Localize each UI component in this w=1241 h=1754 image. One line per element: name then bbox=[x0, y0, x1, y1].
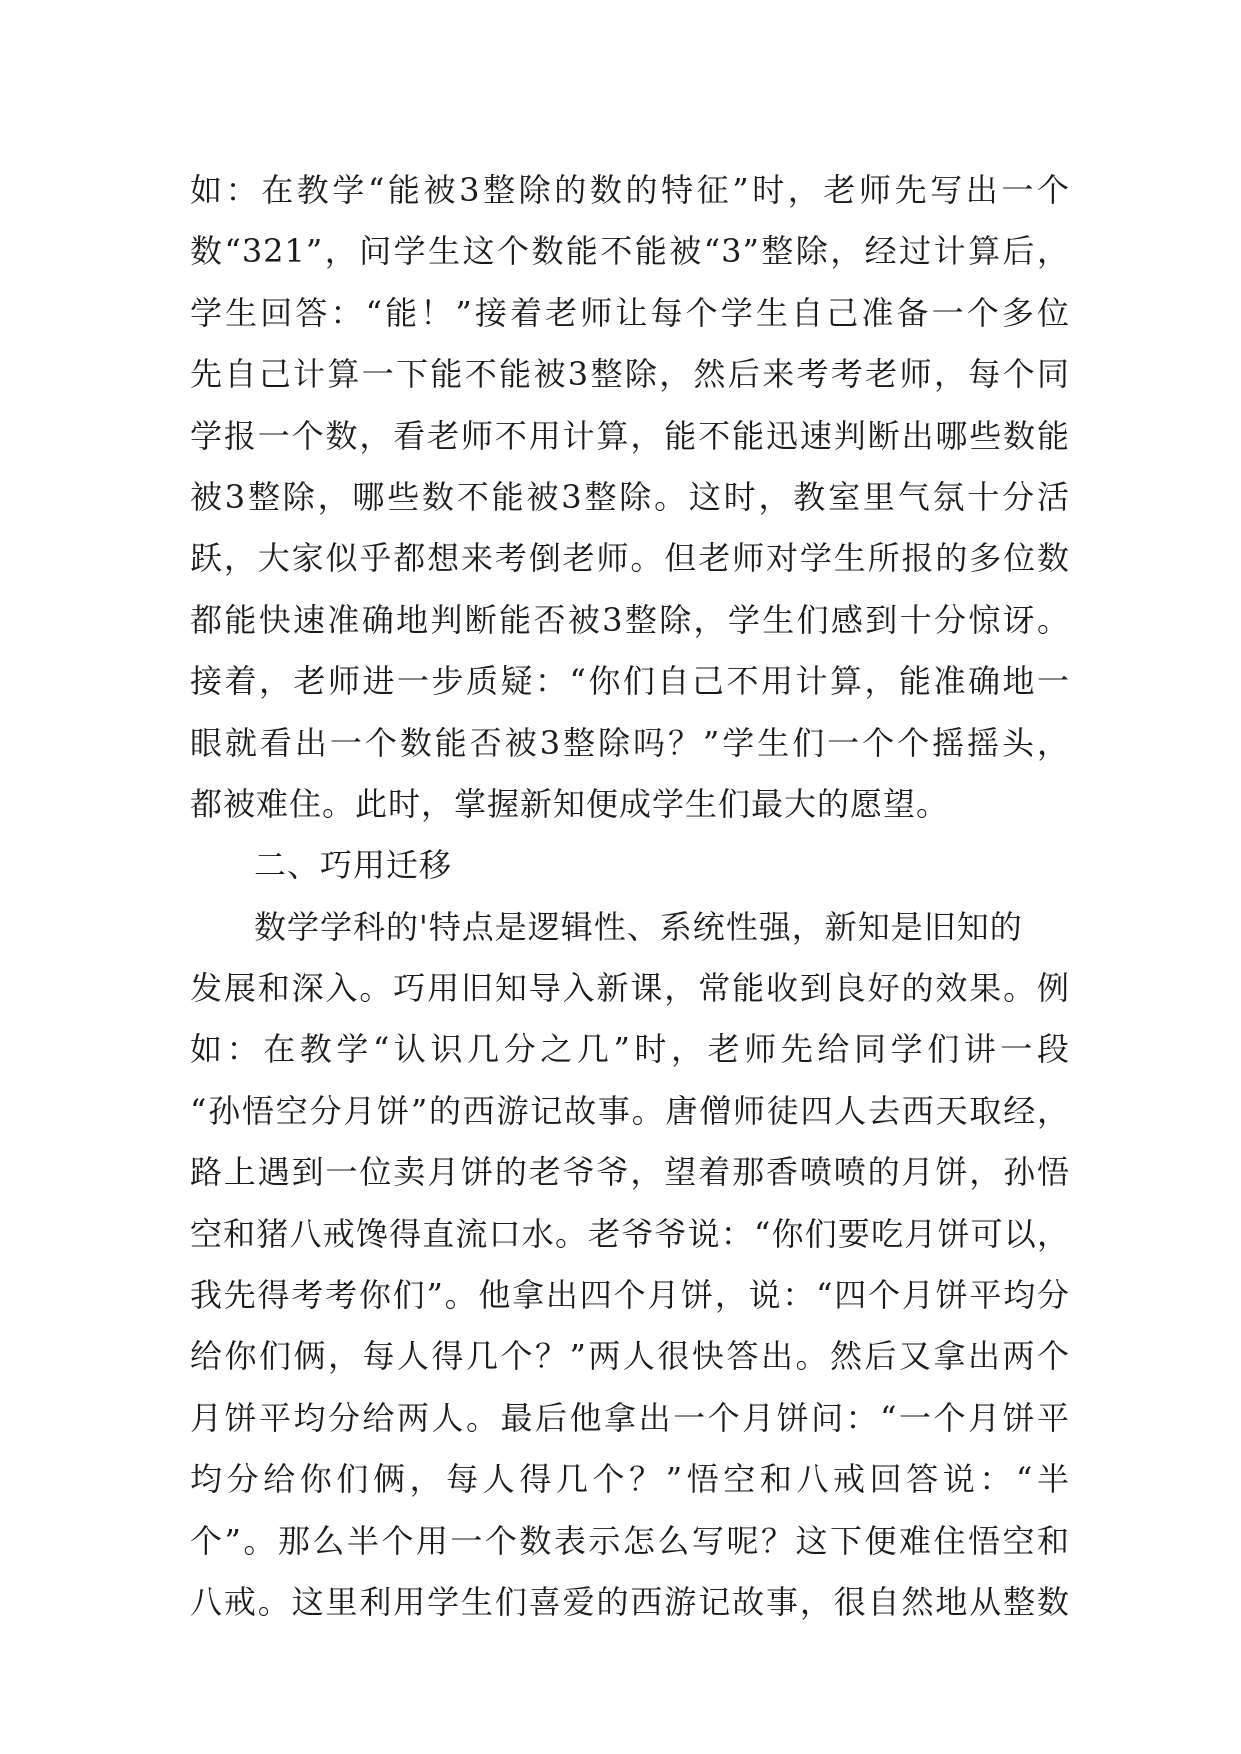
text-line: 先自己计算一下能不能被3整除，然后来考考老师，每个同 bbox=[190, 355, 1070, 394]
text-line: 给你们俩，每人得几个？”两人很快答出。然后又拿出两个 bbox=[190, 1337, 1070, 1376]
text-line: 发展和深入。巧用旧知导入新课，常能收到良好的效果。例 bbox=[190, 969, 1070, 1008]
text-line: 都能快速准确地判断能否被3整除，学生们感到十分惊讶。 bbox=[190, 600, 1070, 639]
text-line: 我先得考考你们”。他拿出四个月饼，说：“四个月饼平均分 bbox=[190, 1276, 1070, 1315]
text-line: 均分给你们俩，每人得几个？”悟空和八戒回答说：“半 bbox=[190, 1460, 1070, 1499]
text-line: 个”。那么半个用一个数表示怎么写呢？这下便难住悟空和 bbox=[190, 1521, 1070, 1560]
text-line: 被3整除，哪些数不能被3整除。这时，教室里气氛十分活 bbox=[190, 477, 1070, 516]
text-line: 眼就看出一个数能否被3整除吗？”学生们一个个摇摇头， bbox=[190, 723, 1070, 762]
text-line: 学报一个数，看老师不用计算，能不能迅速判断出哪些数能 bbox=[190, 416, 1070, 455]
text-line: 路上遇到一位卖月饼的老爷爷，望着那香喷喷的月饼，孙悟 bbox=[190, 1153, 1070, 1192]
text-line: 数学学科的'特点是逻辑性、系统性强，新知是旧知的 bbox=[254, 907, 1023, 946]
text-line: 接着，老师进一步质疑：“你们自己不用计算，能准确地一 bbox=[190, 662, 1070, 701]
text-line: 都被难住。此时，掌握新知便成学生们最大的愿望。 bbox=[190, 784, 950, 823]
text-line: 月饼平均分给两人。最后他拿出一个月饼问：“一个月饼平 bbox=[190, 1398, 1070, 1437]
text-line: 八戒。这里利用学生们喜爱的西游记故事，很自然地从整数 bbox=[190, 1582, 1070, 1621]
text-line: 如：在教学“能被3整除的数的特征”时，老师先写出一个 bbox=[190, 171, 1070, 209]
text-line: 跃，大家似乎都想来考倒老师。但老师对学生所报的多位数 bbox=[190, 539, 1070, 578]
text-line: “孙悟空分月饼”的西游记故事。唐僧师徒四人去西天取经， bbox=[190, 1091, 1070, 1130]
text-line: 学生回答：“能！”接着老师让每个学生自己准备一个多位 bbox=[190, 293, 1070, 332]
text-line: 数“321”，问学生这个数能不能被“3”整除，经过计算后， bbox=[190, 232, 1070, 271]
body-text bbox=[190, 160, 1070, 1633]
section-heading: 二、巧用迁移 bbox=[254, 846, 453, 885]
text-line: 空和猪八戒馋得直流口水。老爷爷说：“你们要吃月饼可以， bbox=[190, 1214, 1070, 1253]
text-line: 如：在教学“认识几分之几”时，老师先给同学们讲一段 bbox=[190, 1030, 1070, 1069]
